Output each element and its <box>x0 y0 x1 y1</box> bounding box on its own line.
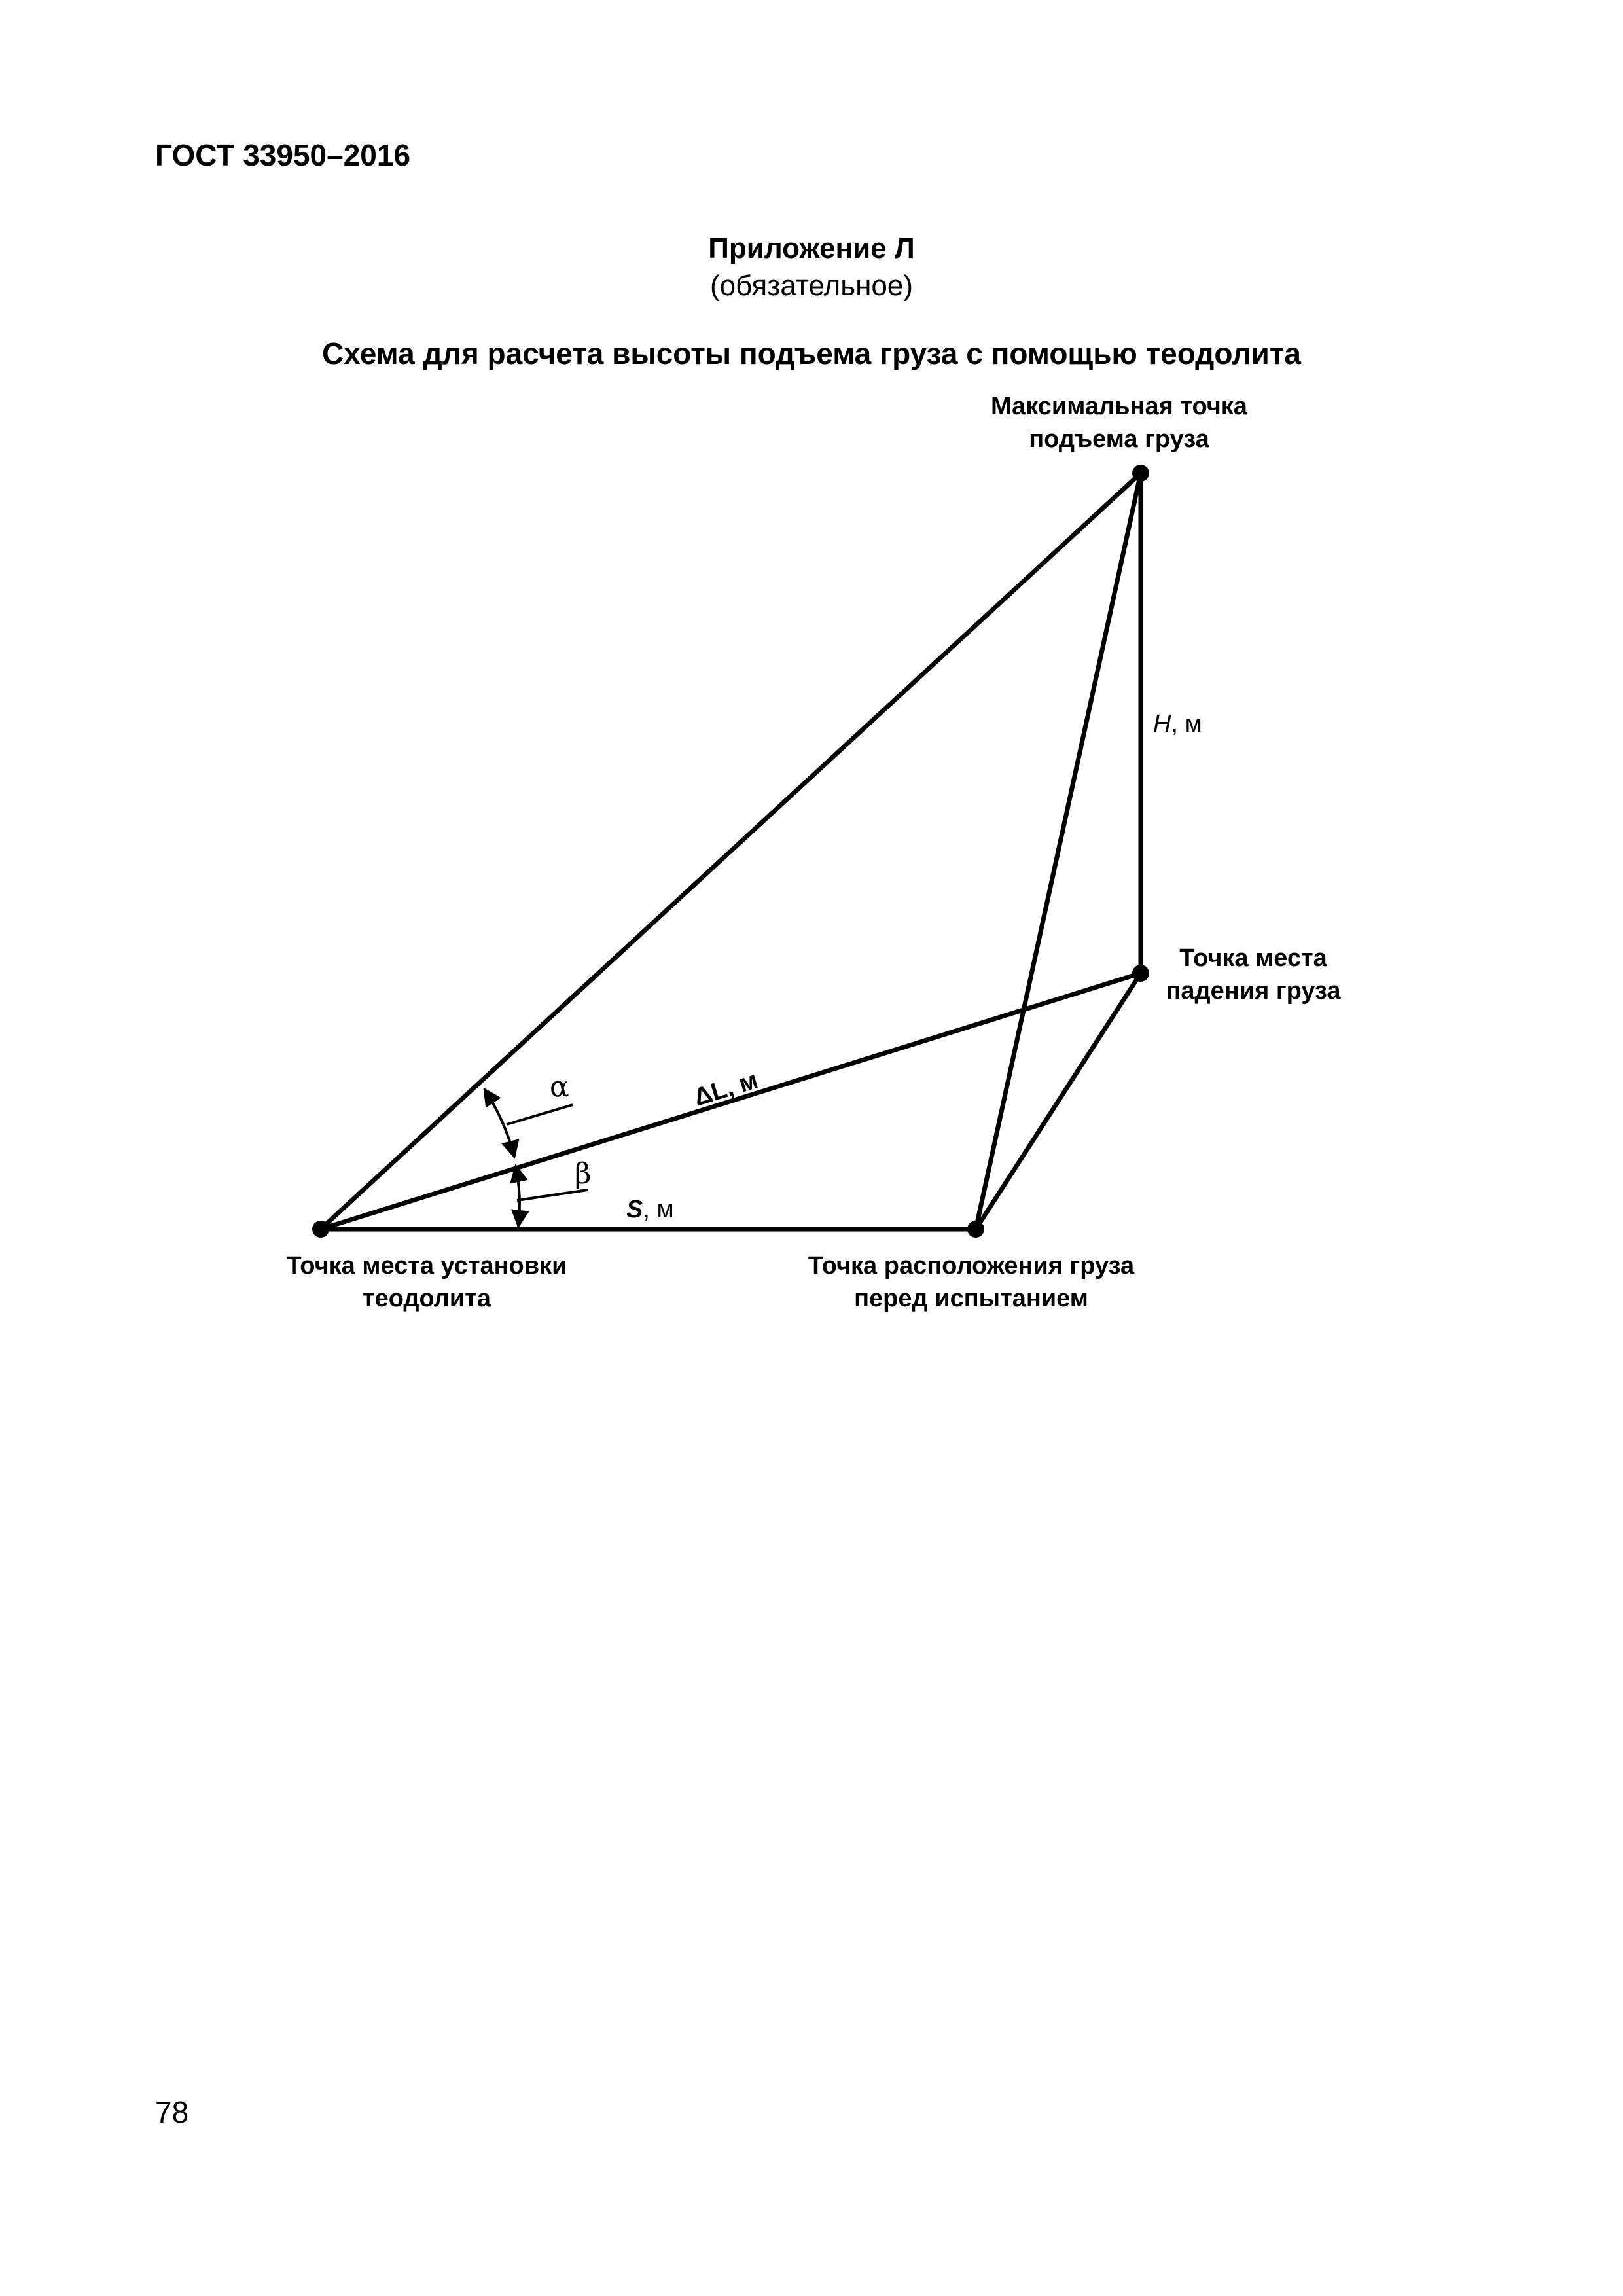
alpha-label: α <box>550 1070 569 1103</box>
load-to-max-line <box>976 473 1141 1229</box>
appendix-status: (обязательное) <box>709 270 914 302</box>
beta-label: β <box>575 1157 592 1191</box>
drop-point-label-line2: падения груза <box>1166 977 1341 1005</box>
distance-label: S, м <box>626 1196 674 1223</box>
page-number: 78 <box>155 2095 189 2129</box>
load-start-label-line2: перед испытанием <box>854 1285 1088 1312</box>
height-label: H, м <box>1153 710 1202 738</box>
alpha-leader <box>507 1105 573 1124</box>
delta-l-label: ΔL, м <box>690 1066 762 1112</box>
max-lift-label-line2: подъема груза <box>1029 425 1209 453</box>
max-lift-point <box>1132 465 1149 482</box>
appendix-title: Приложение Л <box>708 232 915 264</box>
theodolite-point <box>312 1221 329 1238</box>
beta-leader <box>517 1190 588 1200</box>
document-code: ГОСТ 33950–2016 <box>155 138 411 172</box>
drop-point-label-line1: Точка места <box>1179 944 1327 972</box>
load-start-label-line1: Точка расположения груза <box>808 1252 1135 1280</box>
figure-title: Схема для расчета высоты подъема груза с помощью теодолита <box>322 336 1301 370</box>
max-lift-label-line1: Максимальная точка <box>991 393 1247 420</box>
theodolite-label-line1: Точка места установки <box>286 1252 567 1280</box>
beta-arc <box>516 1166 520 1227</box>
load-start-point <box>967 1221 984 1238</box>
theodolite-label-line2: теодолита <box>362 1285 491 1312</box>
drop-point <box>1132 965 1149 982</box>
load-to-drop-line <box>976 973 1141 1229</box>
sight-line-to-max <box>321 473 1141 1229</box>
